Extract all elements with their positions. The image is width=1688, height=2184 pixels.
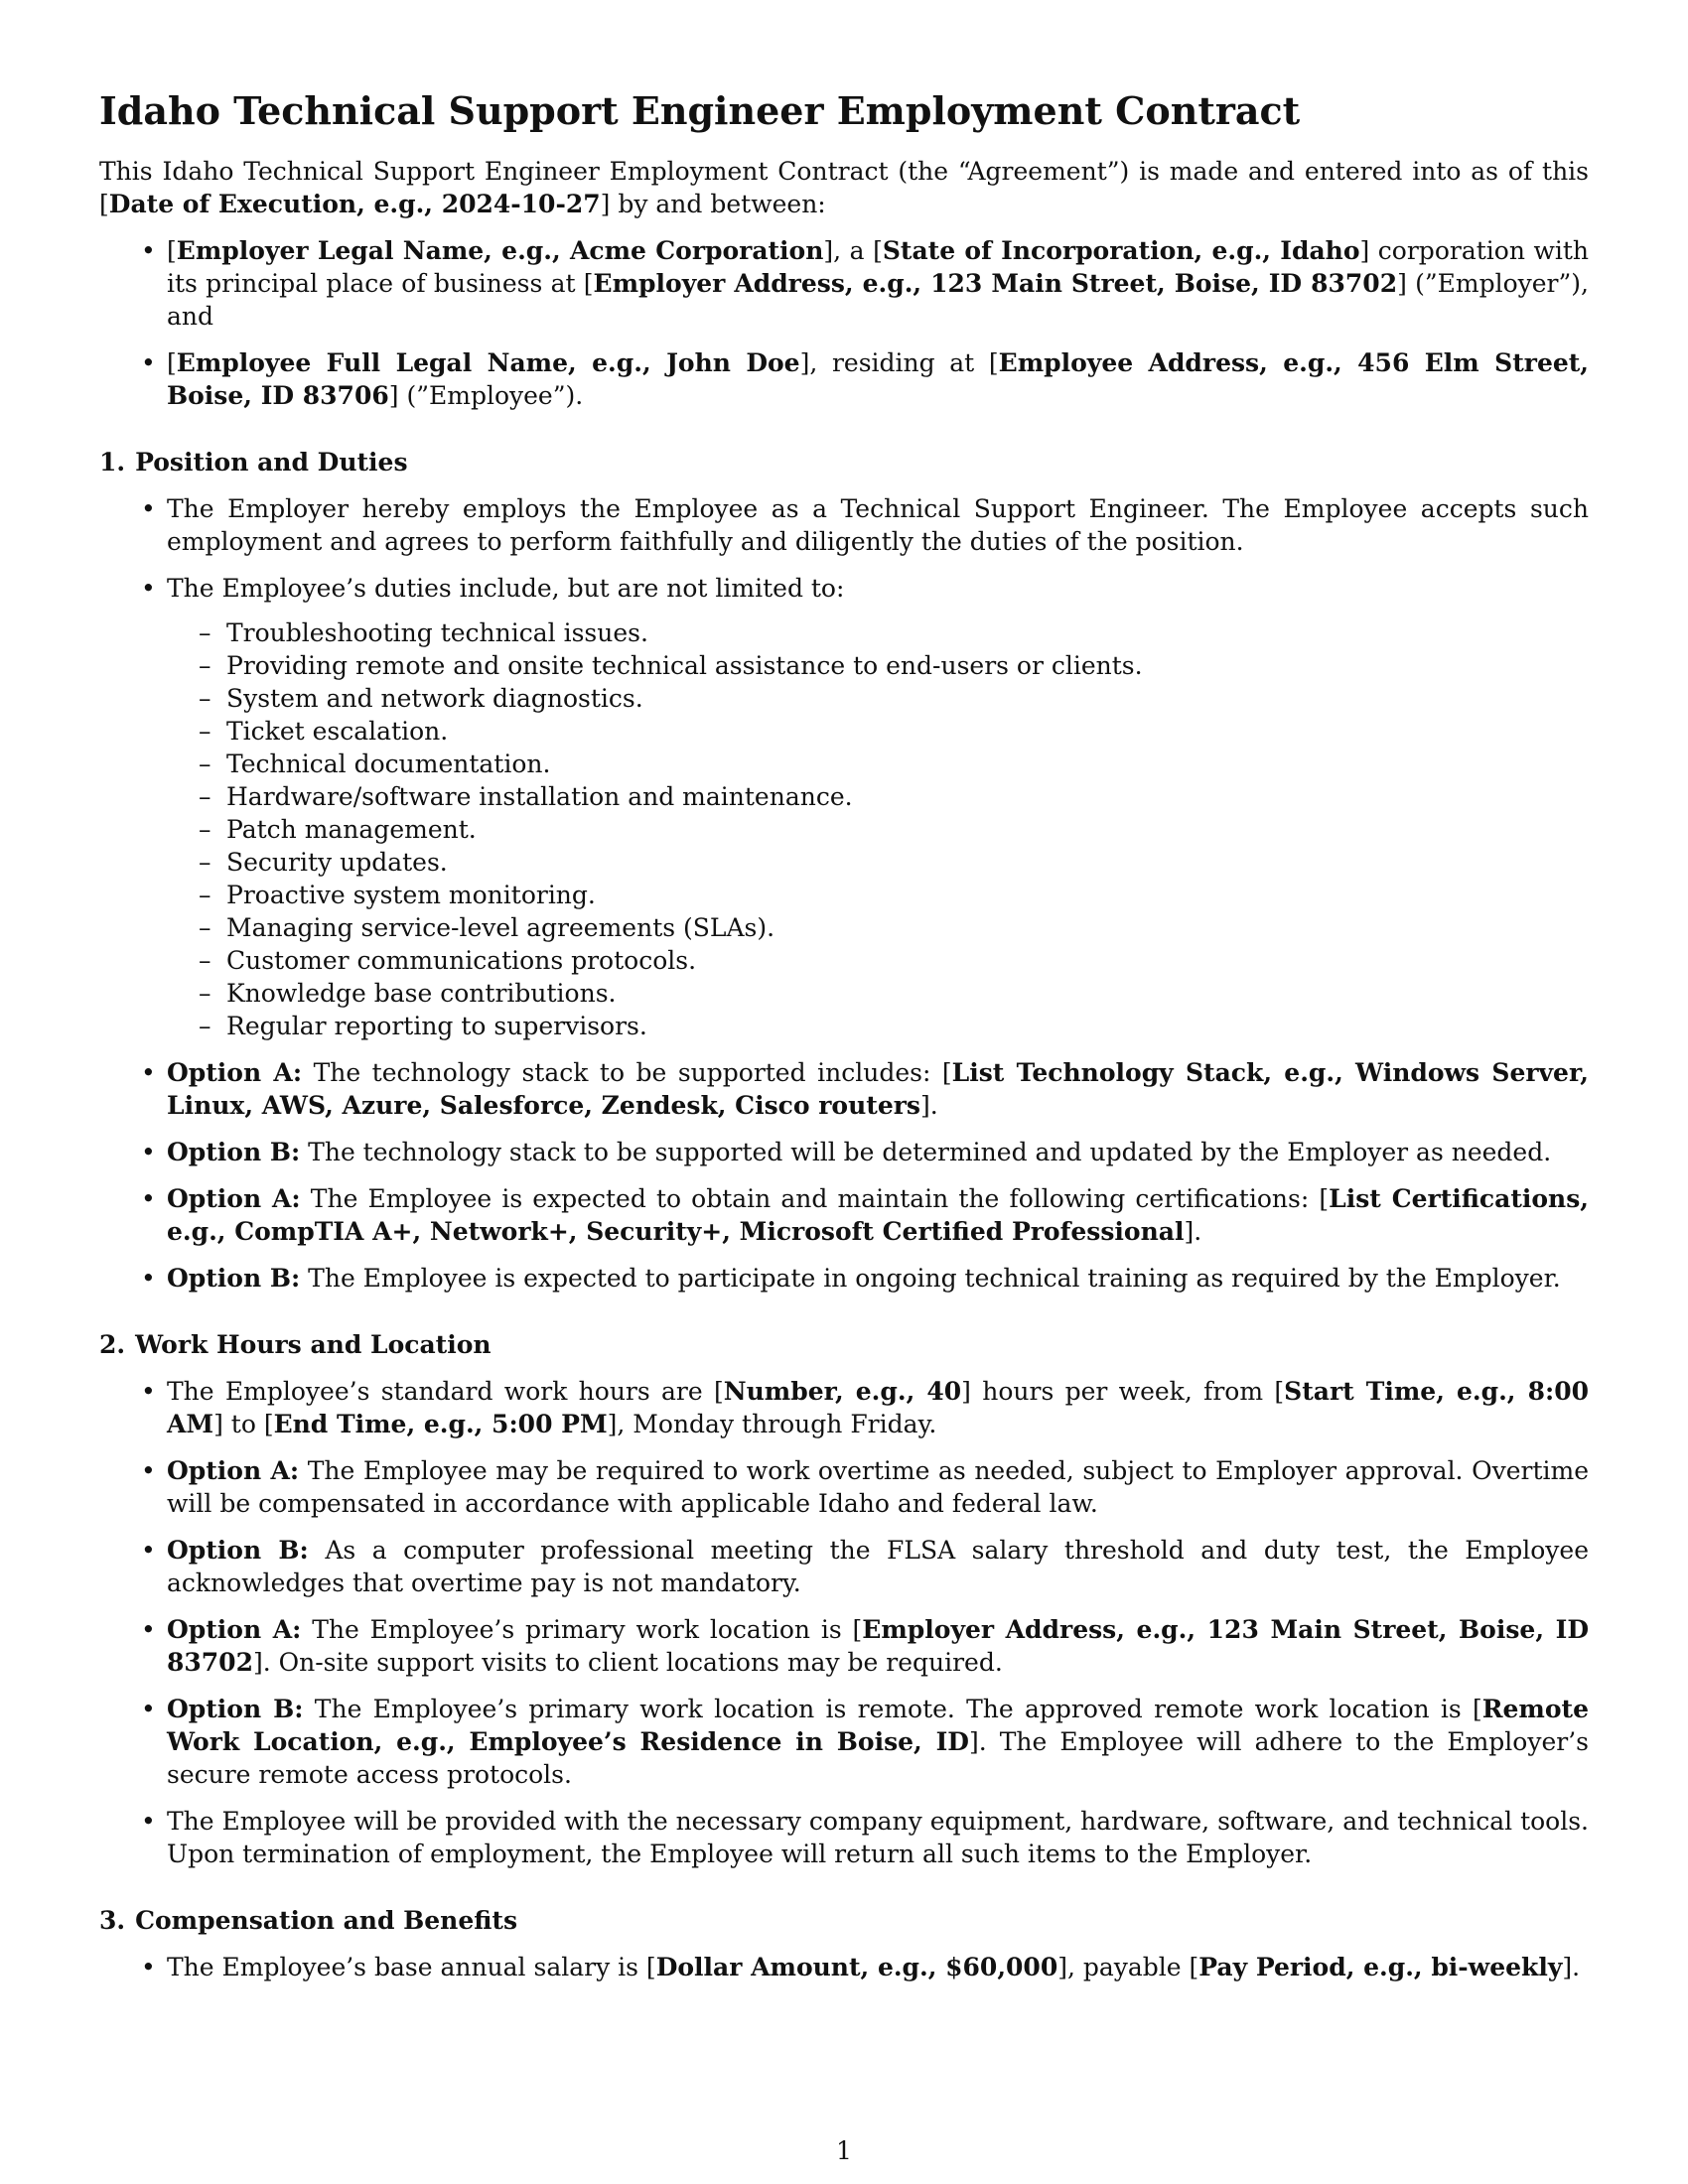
section-1-heading [99,446,1589,478]
text-fragment: ]. [1184,1217,1202,1246]
text-fragment: The Employee is expected to participate in ongoing technical training as required by the Employer. [300,1264,1561,1293]
intro-text-end: ] by and between: [600,190,826,218]
option-label: Option A: [167,1456,300,1485]
hours-placeholder: Number, e.g., 40 [723,1377,962,1406]
text-fragment: The technology stack to be supported includes: [ [302,1058,952,1087]
duty-item: – Customer communications protocols. [167,944,1589,977]
text-fragment: As a computer professional meeting the FLSA salary threshold and duty test, the Employee acknowledges that overtime pay is not mandatory. [167,1536,1589,1597]
section-title: Position and Duties [135,448,408,477]
section-2-heading [99,1328,1589,1361]
text-fragment: ], a [ [823,236,883,265]
section-3-heading [99,1904,1589,1937]
state-placeholder: State of Incorporation, e.g., Idaho [882,236,1360,265]
duty-item: – Technical documentation. [167,748,1589,780]
text-fragment: [ [167,348,177,377]
option-label: Option A: [167,1184,301,1213]
duty-item: – Hardware/software installation and maintenance. [167,780,1589,813]
duty-item: – Regular reporting to supervisors. [167,1010,1589,1042]
page-number: 1 [836,2136,852,2165]
text-fragment: ] (”Employee”). [388,381,584,410]
equipment-clause: • The Employee will be provided with the necessary company equipment, hardware, software, and technical tools. Upon termination of employment, the Employee will return all such items to the Employer. [99,1805,1589,1870]
text-fragment: The Employee’s primary work location is remote. The approved remote work location is [ [303,1695,1482,1723]
contract-page [99,87,1589,1997]
duty-item: – Patch management. [167,813,1589,846]
location-option-a [99,1613,1589,1679]
option-label: Option B: [167,1138,301,1166]
text-fragment: ], Monday through Friday. [607,1410,937,1438]
option-label: Option A: [167,1058,303,1087]
section-number: 2. [99,1330,126,1359]
section-number: 1. [99,448,126,477]
work-address-placeholder: Employer Address, e.g., 123 Main Street, Boise, ID 83702 [167,1615,1589,1677]
intro-text: This Idaho Technical Support Engineer Employment Contract (the “Agreement”) is made and entered into as of this [ [99,157,1589,218]
text-fragment: ]. [1562,1953,1581,1981]
option-label: Option A: [167,1615,302,1644]
tech-stack-option-a [99,1056,1589,1122]
duty-item: – Providing remote and onsite technical assistance to end-users or clients. [167,649,1589,682]
text-fragment: The technology stack to be supported will be determined and updated by the Employer as needed. [300,1138,1552,1166]
text-fragment: ]. [919,1091,938,1120]
intro-paragraph [99,155,1589,220]
text-fragment: ], payable [ [1057,1953,1199,1981]
text-fragment: ], residing at [ [799,348,999,377]
employer-party [99,234,1589,333]
text-fragment: The Employee may be required to work overtime as needed, subject to Employer approval. Overtime will be compensated in accordance with applicable Idaho and federal law. [167,1456,1590,1518]
section-title: Compensation and Benefits [135,1906,518,1935]
option-label: Option B: [167,1264,301,1293]
text-fragment: The Employee’s standard work hours are [ [167,1377,724,1406]
tech-stack-placeholder: List Technology Stack, e.g., Windows Server, Linux, AWS, Azure, Salesforce, Zendesk, Cisco routers [167,1058,1590,1120]
duty-item: – Knowledge base contributions. [167,977,1589,1010]
text-fragment: ]. On-site support visits to client locations may be required. [252,1648,1003,1677]
date-placeholder: Date of Execution, e.g., 2024-10-27 [108,190,601,218]
duty-item: – Security updates. [167,846,1589,879]
option-label: Option B: [167,1536,309,1565]
text-fragment: [ [167,236,177,265]
section-number: 3. [99,1906,126,1935]
duties-list [167,616,1589,1042]
document-title: Idaho Technical Support Engineer Employment Contract [99,88,1301,133]
duties-clause [99,572,1589,1042]
text-fragment: ] hours per week, from [ [961,1377,1285,1406]
parties-list [99,234,1589,412]
duty-item: – Ticket escalation. [167,715,1589,748]
text-fragment: ]. The Employee will adhere to the Employer’s secure remote access protocols. [167,1727,1589,1789]
duty-item: – Managing service-level agreements (SLAs). [167,911,1589,944]
start-time-placeholder: Start Time, e.g., 8:00 AM [167,1377,1589,1438]
duties-intro: The Employee’s duties include, but are not limited to: [167,574,845,603]
certification-option-b [99,1262,1589,1295]
text-fragment: ] to [ [213,1410,274,1438]
section-1-list [99,492,1589,1295]
end-time-placeholder: End Time, e.g., 5:00 PM [273,1410,608,1438]
certification-option-a [99,1182,1589,1248]
text-fragment: ] corporation with its principal place of business at [ [167,236,1589,298]
duty-item: – System and network diagnostics. [167,682,1589,715]
duty-item: – Troubleshooting technical issues. [167,616,1589,649]
section-2-list [99,1375,1589,1870]
employer-address-placeholder: Employer Address, e.g., 123 Main Street, Boise, ID 83702 [593,269,1398,298]
option-label: Option B: [167,1695,304,1723]
salary-clause [99,1951,1589,1983]
text-fragment: The Employee’s base annual salary is [ [167,1953,656,1981]
work-hours-clause [99,1375,1589,1440]
text-fragment: The Employee is expected to obtain and maintain the following certifications: [ [300,1184,1330,1213]
certifications-placeholder: List Certifications, e.g., CompTIA A+, Network+, Security+, Microsoft Certified Professional [167,1184,1590,1246]
duty-item: – Proactive system monitoring. [167,879,1589,911]
employee-address-placeholder: Employee Address, e.g., 456 Elm Street, Boise, ID 83706 [167,348,1590,410]
remote-location-placeholder: Remote Work Location, e.g., Employee’s Residence in Boise, ID [167,1695,1589,1756]
employment-clause: • The Employer hereby employs the Employee as a Technical Support Engineer. The Employee accepts such employment and agrees to perform faithfully and diligently the duties of the position. [99,492,1589,558]
overtime-option-b [99,1534,1589,1599]
salary-placeholder: Dollar Amount, e.g., $60,000 [655,1953,1058,1981]
section-3-list [99,1951,1589,1983]
tech-stack-option-b [99,1136,1589,1168]
pay-period-placeholder: Pay Period, e.g., bi-weekly [1198,1953,1563,1981]
employee-name-placeholder: Employee Full Legal Name, e.g., John Doe [176,348,800,377]
location-option-b [99,1693,1589,1791]
overtime-option-a [99,1454,1589,1520]
section-title: Work Hours and Location [135,1330,492,1359]
employee-party [99,346,1589,412]
text-fragment: ] (”Employer”), and [167,269,1589,331]
employer-name-placeholder: Employer Legal Name, e.g., Acme Corporation [176,236,824,265]
text-fragment: The Employee’s primary work location is [ [301,1615,863,1644]
